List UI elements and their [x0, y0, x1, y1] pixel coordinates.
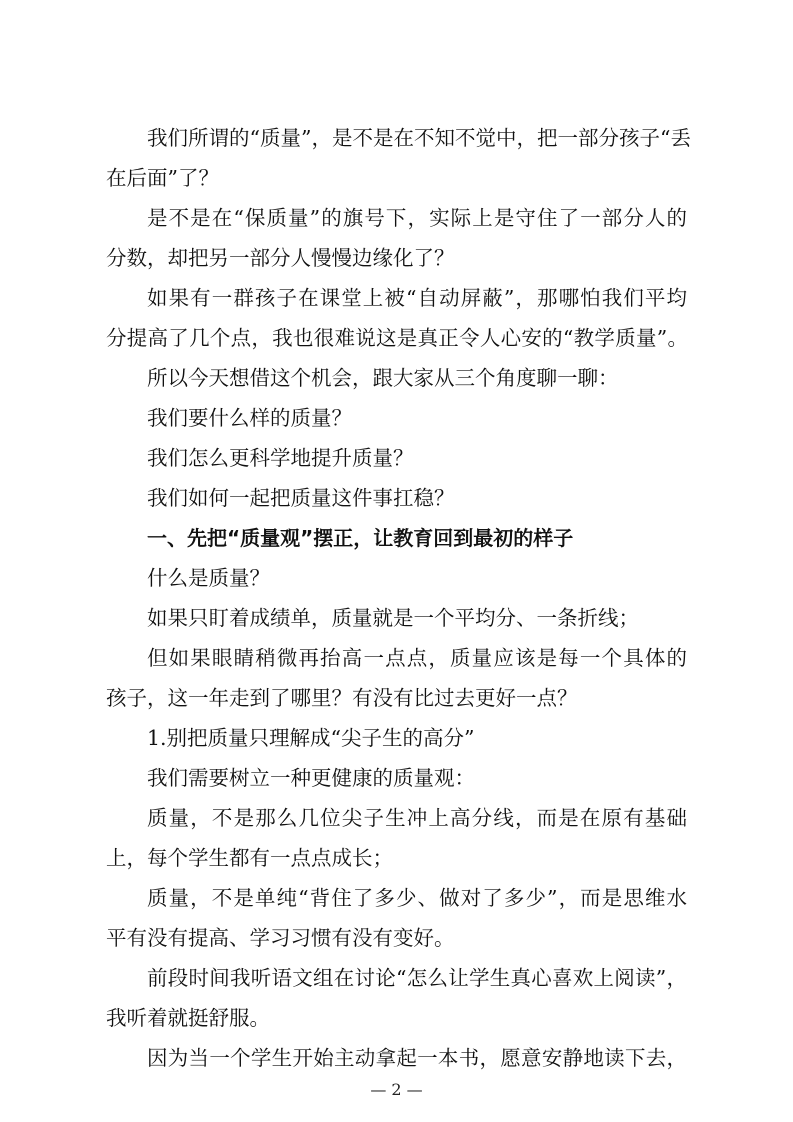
- text-line-content: 我们怎么更科学地提升质量？: [147, 446, 414, 470]
- text-line-content: 前段时间我听语文组在讨论“怎么让学生真心喜欢上阅读”，: [147, 966, 687, 990]
- text-line: [0, 638, 793, 678]
- text-line-content: 因为当一个学生开始主动拿起一本书，愿意安静地读下去，: [147, 1046, 687, 1070]
- text-line: [0, 358, 793, 398]
- text-line: [0, 118, 793, 158]
- page-number: — 2 —: [370, 1080, 423, 1099]
- text-line: [0, 438, 793, 478]
- text-line: [0, 958, 793, 998]
- text-line: [0, 678, 793, 718]
- text-line: [0, 758, 793, 798]
- text-line: [0, 158, 793, 198]
- text-line: [0, 838, 793, 878]
- text-line: [0, 318, 793, 358]
- text-line-content: 所以今天想借这个机会，跟大家从三个角度聊一聊：: [147, 366, 619, 390]
- text-line-content: 我听着就挺舒服。: [106, 1006, 270, 1030]
- text-line-content: 孩子，这一年走到了哪里？有没有比过去更好一点？: [106, 686, 578, 710]
- text-line-content: 我们需要树立一种更健康的质量观：: [147, 766, 475, 790]
- section-heading: [0, 518, 793, 558]
- text-line-content: 如果只盯着成绩单，质量就是一个平均分、一条折线；: [147, 606, 639, 630]
- text-line-content: 我们要什么样的质量？: [147, 406, 352, 430]
- text-line: [0, 478, 793, 518]
- text-line-content: 质量，不是那么几位尖子生冲上高分线，而是在原有基础: [147, 806, 687, 830]
- section-heading-text: 一、先把“质量观”摆正，让教育回到最初的样子: [147, 526, 574, 550]
- text-line-content: 我们如何一起把质量这件事扛稳？: [147, 486, 455, 510]
- text-line: [0, 278, 793, 318]
- text-line-content: 平有没有提高、学习习惯有没有变好。: [106, 926, 455, 950]
- text-line-content: 质量，不是单纯“背住了多少、做对了多少”，而是思维水: [147, 886, 687, 910]
- text-line-content: 在后面”了？: [106, 166, 219, 190]
- text-line-content: 分数，却把另一部分人慢慢边缘化了？: [106, 246, 455, 270]
- text-line: [0, 398, 793, 438]
- text-line: [0, 198, 793, 238]
- text-line: [0, 998, 793, 1038]
- text-line-content: 我们所谓的“质量”，是不是在不知不觉中，把一部分孩子“丢: [147, 126, 691, 150]
- text-line: [0, 918, 793, 958]
- text-line-content: 如果有一群孩子在课堂上被“自动屏蔽”，那哪怕我们平均: [147, 286, 687, 310]
- text-line-content: 分提高了几个点，我也很难说这是真正令人心安的“教学质量”。: [106, 326, 688, 350]
- subsection-heading: [0, 718, 793, 758]
- text-line: [0, 878, 793, 918]
- text-line: [0, 558, 793, 598]
- text-line-content: 上，每个学生都有一点点成长；: [106, 846, 393, 870]
- text-line: [0, 798, 793, 838]
- subsection-heading-text: 1.别把质量只理解成“尖子生的高分”: [147, 726, 475, 750]
- text-line: [0, 598, 793, 638]
- text-line: [0, 238, 793, 278]
- text-line-content: 是不是在“保质量”的旗号下，实际上是守住了一部分人的: [147, 206, 687, 230]
- text-line-content: 但如果眼睛稍微再抬高一点点，质量应该是每一个具体的: [147, 646, 687, 670]
- text-line-content: 什么是质量？: [147, 566, 270, 590]
- text-line: [0, 1038, 793, 1078]
